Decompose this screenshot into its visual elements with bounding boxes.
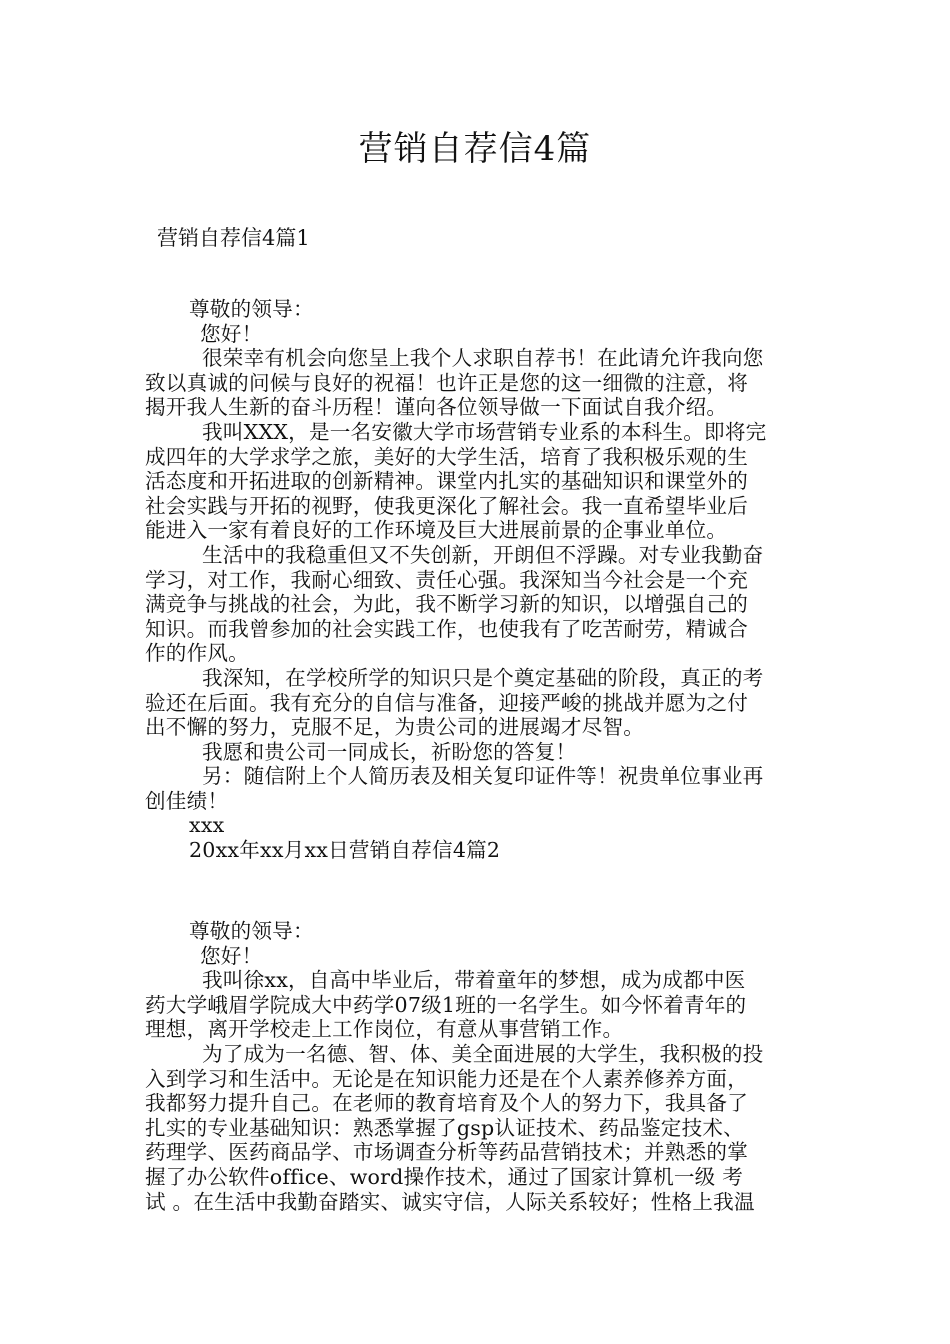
- letter-1-p2-line: 能进入一家有着良好的工作环境及巨大进展前景的企事业单位。: [145, 518, 728, 543]
- letter-2-body: [145, 919, 810, 1214]
- letter-1-p5-line: 我愿和贵公司一同成长，祈盼您的答复！: [202, 739, 577, 764]
- letter-1-p4-line: 出不懈的努力，克服不足，为贵公司的进展竭才尽智。: [145, 715, 645, 740]
- letter-1-signature: xxx: [189, 813, 225, 838]
- letter-2-greeting: 您好！: [200, 943, 263, 968]
- letter-1-p2-line: 社会实践与开拓的视野，使我更深化了解社会。我一直希望毕业后: [145, 493, 749, 518]
- letter-1-p2-line: 活态度和开拓进取的创新精神。课堂内扎实的基础知识和课堂外的: [145, 469, 749, 494]
- letter-2-p2-line: 握了办公软件office、word操作技术，通过了国家计算机一级 考: [145, 1164, 744, 1189]
- letter-1-p4-line: 验还在后面。我有充分的自信与准备，迎接严峻的挑战并愿为之付: [145, 690, 749, 715]
- letter-1-p3-line: 满竞争与挑战的社会，为此，我不断学习新的知识，以增强自己的: [145, 592, 749, 617]
- letter-2-p2-line: 为了成为一名德、智、体、美全面进展的大学生，我积极的投: [202, 1041, 764, 1066]
- letter-1-heading: 营销自荐信4篇1: [157, 226, 310, 250]
- letter-2-p1-line: 我叫徐xx，自高中毕业后，带着童年的梦想，成为成都中医: [202, 968, 746, 993]
- letter-2-p2-line: 药理学、医药商品学、市场调查分析等药品营销技术；并熟悉的掌: [145, 1140, 749, 1165]
- letter-2-p2-line: 试 。在生活中我勤奋踏实、诚实守信，人际关系较好；性格上我温: [145, 1189, 755, 1214]
- letter-1-greeting: 您好！: [200, 321, 263, 346]
- letter-2-p2-line: 扎实的专业基础知识：熟悉掌握了gsp认证技术、药品鉴定技术、: [145, 1115, 744, 1140]
- letter-1-p1-line: 致以真诚的问候与良好的祝福！也许正是您的这一细微的注意，将: [145, 370, 749, 395]
- letter-2-p1-line: 理想，离开学校走上工作岗位，有意从事营销工作。: [145, 1017, 624, 1042]
- letter-1-p3-line: 知识。而我曾参加的社会实践工作，也使我有了吃苦耐劳，精诚合: [145, 616, 749, 641]
- letter-1-p2-line: 我叫XXX，是一名安徽大学市场营销专业系的本科生。即将完: [202, 419, 767, 444]
- letter-2-p1-line: 药大学峨眉学院成大中药学07级1班的一名学生。如今怀着青年的: [145, 992, 747, 1017]
- letter-1-p3-line: 作的作风。: [145, 641, 249, 666]
- letter-2-p2-line: 入到学习和生活中。无论是在知识能力还是在个人素养修养方面，: [145, 1066, 749, 1091]
- letter-1-p1-line: 揭开我人生新的奋斗历程！谨向各位领导做一下面试自我介绍。: [145, 395, 728, 420]
- letter-1-date-and-letter-2-heading: 20xx年xx月xx日营销自荐信4篇2: [189, 838, 501, 863]
- letter-1-p6-line: 创佳绩！: [145, 788, 229, 813]
- letter-1-salutation: 尊敬的领导：: [189, 297, 314, 321]
- document-title: 营销自荐信4篇: [358, 129, 592, 169]
- letter-1-p3-line: 学习，对工作，我耐心细致、责任心强。我深知当今社会是一个充: [145, 567, 749, 592]
- letter-1-p3-line: 生活中的我稳重但又不失创新，开朗但不浮躁。对专业我勤奋: [202, 542, 764, 567]
- letter-1-p1-line: 很荣幸有机会向您呈上我个人求职自荐书！在此请允许我向您: [202, 346, 764, 371]
- letter-1-p6-line: 另：随信附上个人简历表及相关复印证件等！祝贵单位事业再: [202, 764, 764, 789]
- letter-1-p4-line: 我深知，在学校所学的知识只是个奠定基础的阶段，真正的考: [202, 665, 764, 690]
- letter-2-salutation: 尊敬的领导：: [189, 919, 314, 943]
- letter-1-p2-line: 成四年的大学求学之旅，美好的大学生活，培育了我积极乐观的生: [145, 444, 749, 469]
- letter-2-p2-line: 我都努力提升自己。在老师的教育培育及个人的努力下，我具备了: [145, 1091, 749, 1116]
- letter-1-body: [145, 297, 810, 863]
